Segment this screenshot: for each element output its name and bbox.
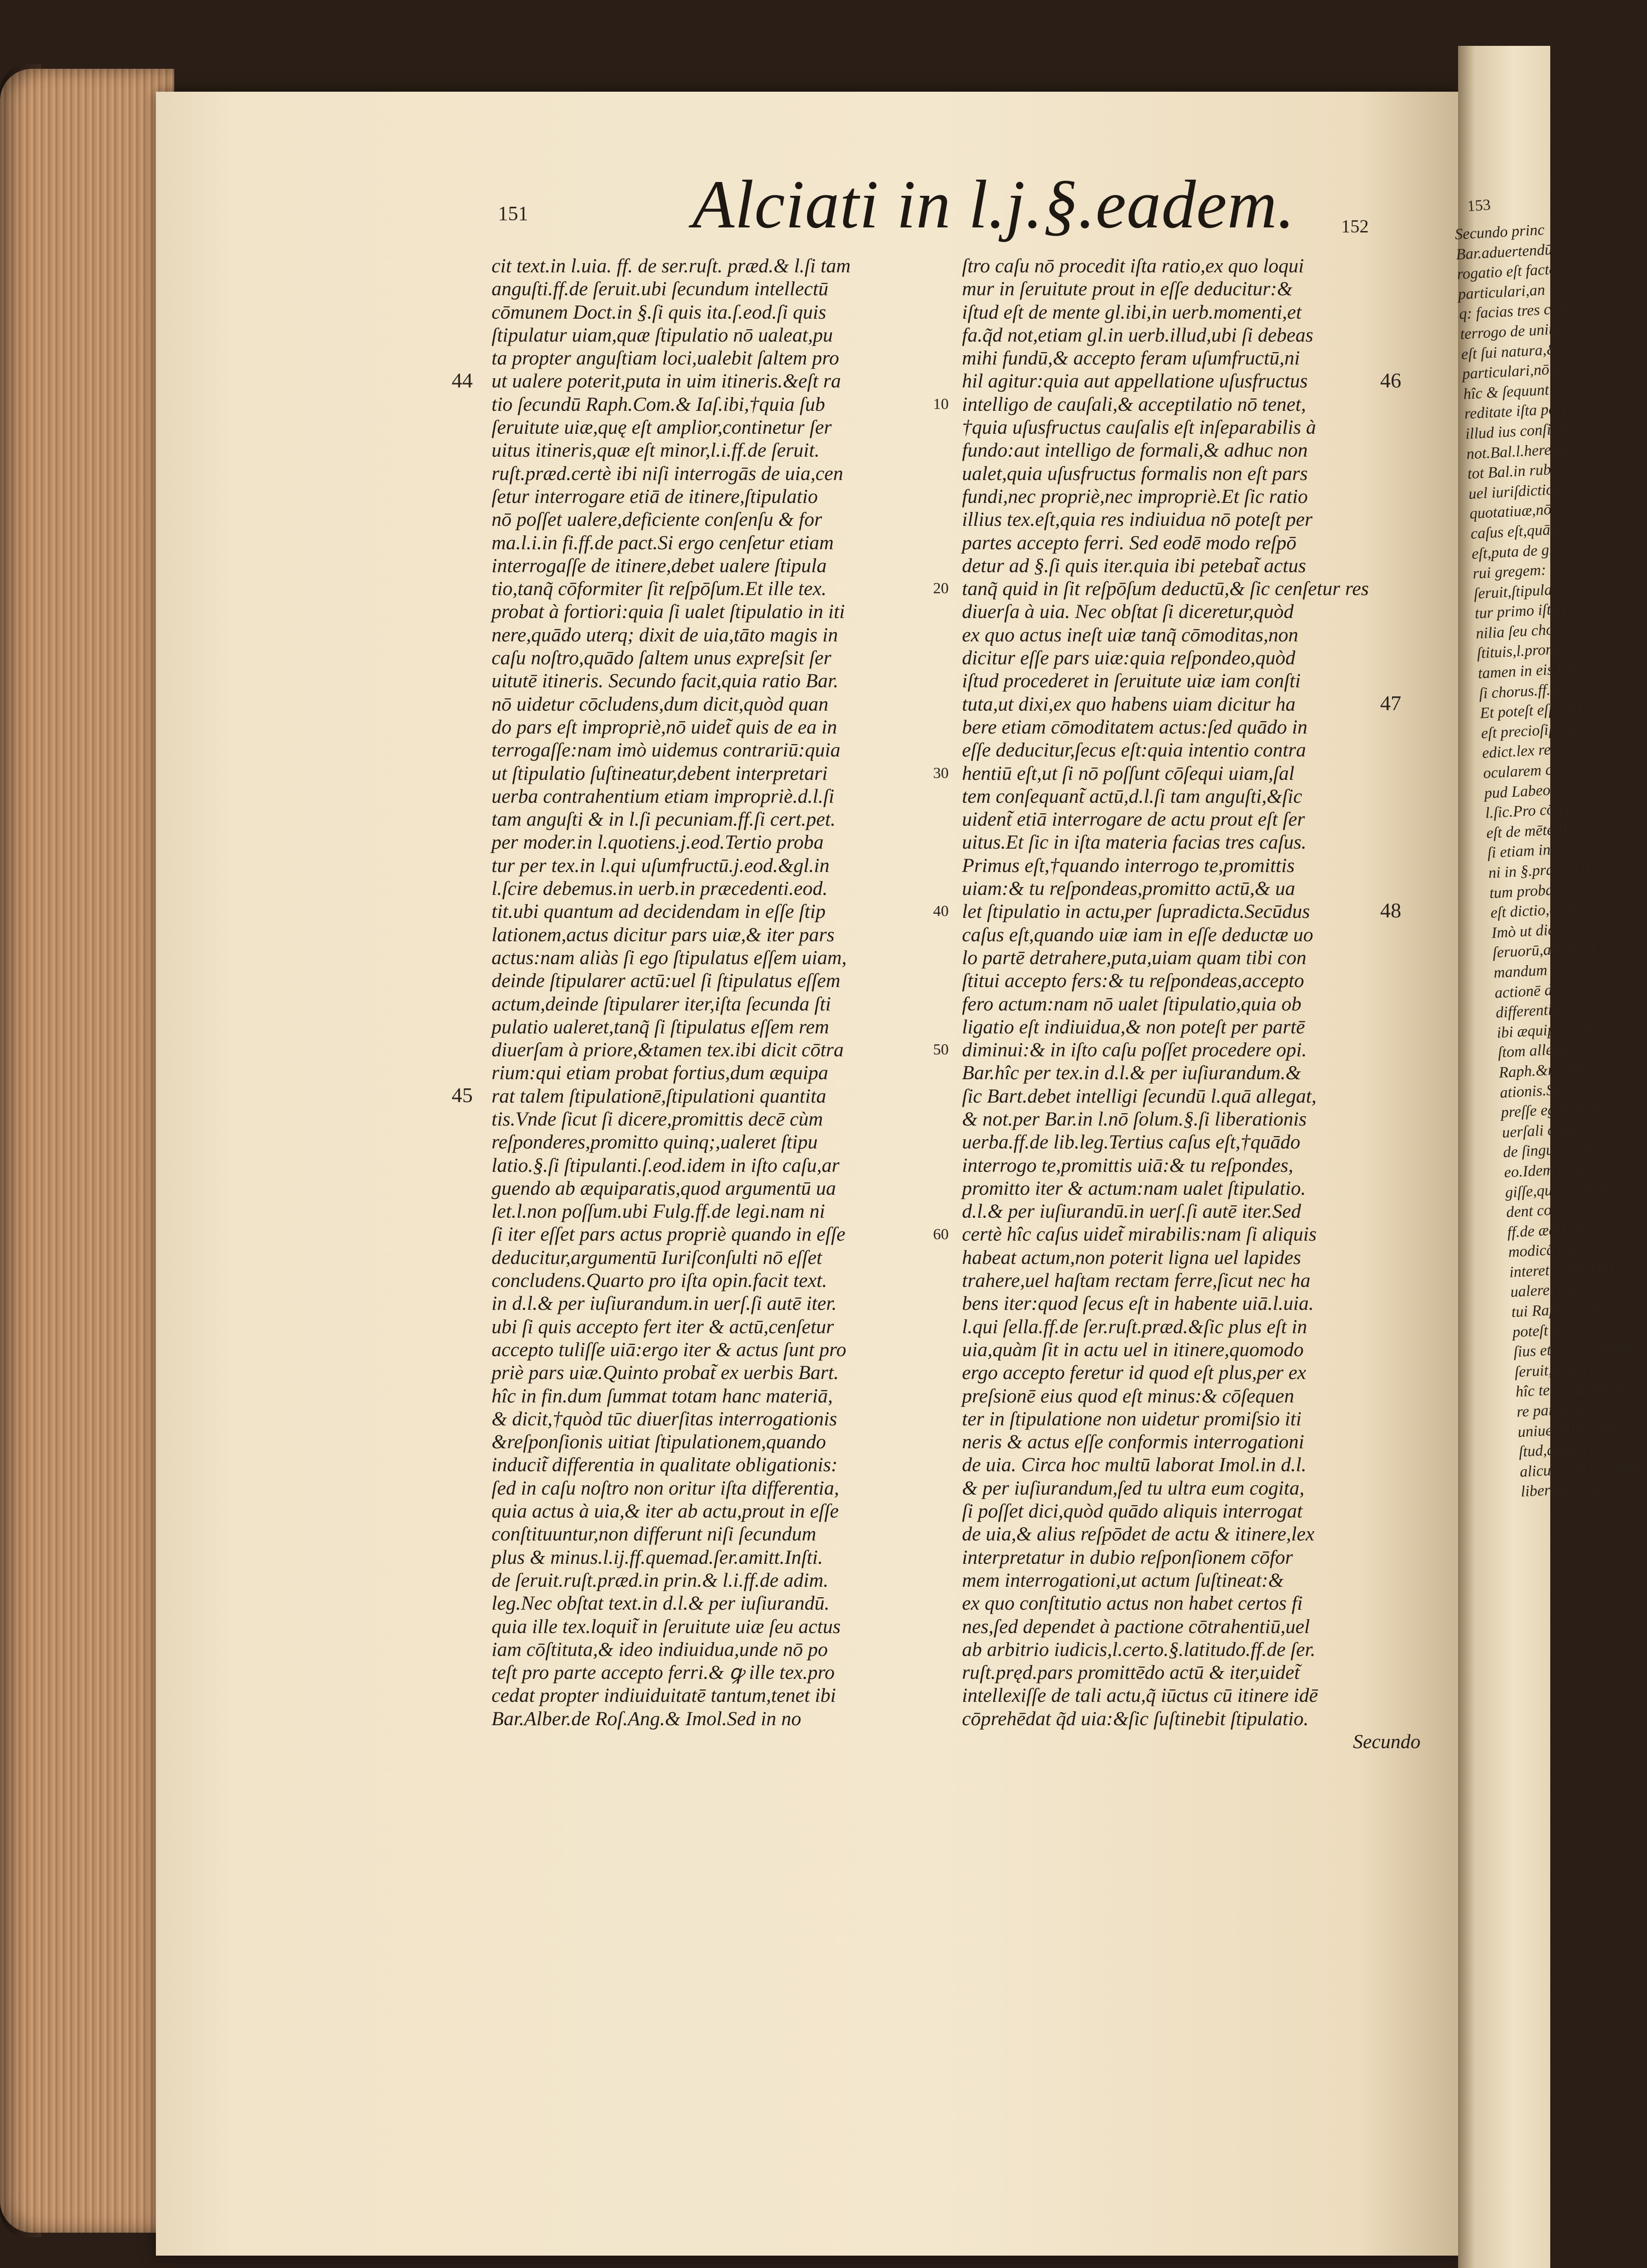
right-column-line: uia,quàm ſit in actu uel in itinere,quomodo (962, 1338, 1304, 1361)
left-column-line: quia ille tex.loquit̃ in ſeruitute uiæ ſeu actus (492, 1615, 841, 1638)
facing-page-line: ualeret ſtipulatio. (1510, 1278, 1619, 1301)
right-column-line: preſsionē eius quod eſt minus:& cōſequen (962, 1385, 1294, 1407)
right-column-line: fundi,nec propriè,nec impropriè.Et ſic ratio (962, 485, 1308, 508)
facing-page-line: q: facias tres caſus. (1459, 299, 1581, 323)
left-column-line: de ſeruit.ruſt.præd.in prin.& l.i.ff.de adim. (492, 1569, 829, 1591)
facing-page-line: tum probare pr (1489, 879, 1584, 902)
facing-page-line: uerſali cenſeretu (1501, 1119, 1605, 1141)
facing-page-line: ſi etiam in choro (1487, 839, 1591, 862)
left-column-line: plus & minus.l.ij.ff.quemad.ſer.amitt.Inſti. (492, 1546, 823, 1568)
left-column-line: quia actus à uia,& iter ab actu,prout in eſſe (492, 1500, 839, 1523)
facing-page-line: edict.lex reputa (1481, 739, 1579, 762)
facing-page-line: not.Bal.l.hereditas. (1466, 439, 1586, 463)
facing-page-line: eo.Idem ſi tacite (1503, 1159, 1606, 1181)
page-edges (0, 69, 174, 2233)
left-text-column (492, 254, 950, 1730)
right-column-line: detur ad §.ſi quis iter.quia ibi petebat̃ actus (962, 554, 1306, 577)
paragraph-marker: 45 (452, 1083, 473, 1107)
right-column-line: ſtro caſu nō procedit iſta ratio,ex quo loqui (962, 255, 1304, 277)
left-column-line: terrogaſſe:nam imò uidemus contrariū:quia (492, 739, 840, 762)
left-column-line: nō uidetur cōcludens,dum dicit,quòd quan (492, 693, 829, 715)
left-column-line: pulatio ualeret,tanq̃ ſi ſtipulatus eſſem rem (492, 1015, 829, 1038)
right-column-line: dicitur eſſe pars uiæ:quia reſpondeo,quòd (962, 647, 1295, 669)
left-column-line: tam anguſti & in l.ſi pecuniam.ff.ſi cert.pet. (492, 808, 836, 831)
right-column-line: ter in ſtipulatione non uidetur promiſsio iti (962, 1407, 1302, 1430)
left-column-line: l.ſcire debemus.in uerb.in præcedenti.eod. (492, 877, 828, 900)
right-column-line: ſic Bart.debet intelligi ſecundū l.quā allegat, (962, 1085, 1317, 1107)
left-column-line: ut ſtipulatio ſuſtineatur,debent interpretari (492, 762, 828, 784)
right-column-line: bere etiam cōmoditatem actus:ſed quādo in (962, 716, 1308, 738)
facing-page-line: quotatiuæ,nō au (1469, 500, 1571, 523)
facing-page-line: illud ius conſiſtit (1465, 420, 1569, 443)
right-column-line: d.l.& per iuſiurandū.in uerſ.ſi autē iter.Sed (962, 1200, 1301, 1223)
facing-page-line: preſſe egiſſent u (1500, 1099, 1600, 1121)
facing-page-line: tui Raph.Co.& (1511, 1299, 1603, 1321)
right-column-line: diuerſa à uia. Nec obſtat ſi diceretur,quòd (962, 601, 1294, 623)
right-column-line: †quia uſusfructus cauſalis eſt inſeparabilis à (962, 416, 1316, 439)
facing-page-line: ni in §.præced,d. (1488, 859, 1594, 882)
facing-page-line: reditate iſta parti (1464, 400, 1572, 423)
left-column-line: actum,deinde ſtipularer iter,iſta ſecunda ſti (492, 993, 831, 1015)
right-column-line: interpretatur in dubio reſponſionem cōfor (962, 1546, 1293, 1568)
right-column-line: iſtud procederet in ſeruitute uiæ iam conſti (962, 670, 1301, 692)
facing-page-folio: 153 (1466, 196, 1492, 215)
facing-page-line: alicuiuſ de rei uend (1519, 1457, 1641, 1481)
facing-page-line: particulari,nō ua (1462, 360, 1570, 383)
right-column-line: l.qui ſella.ff.de ſer.ruſt.præd.&ſic plus eſt in (962, 1315, 1307, 1338)
right-column-line: certè hîc caſus uidet̃ mirabilis:nam ſi aliquis (962, 1223, 1317, 1246)
left-column-line: & dicit,†quòd tūc diuerſitas interrogationis (492, 1407, 837, 1430)
right-column-line: intellexiſſe de tali actu,q̃ iūctus cū itinere idē (962, 1684, 1318, 1707)
facing-page-line: Bar.aduertendū (1455, 241, 1553, 263)
left-column-line: deducitur,argumentū Iuriſconſulti nō eſſet (492, 1246, 822, 1269)
page-title: Alciati in l.j.§.eadem. (692, 166, 1295, 243)
facing-page-line: pud Labeonē,u (1484, 780, 1577, 802)
left-column-line: anguſti.ff.de ſeruit.ubi ſecundum intellectū (492, 278, 829, 300)
left-column-line: let.l.non poſſum.ubi Fulg.ff.de legi.nam ni (492, 1200, 825, 1223)
left-column-line: actus:nam aliàs ſi ego ſtipulatus eſſem uiam, (492, 946, 847, 969)
facing-page-line: mandum libellu (1493, 959, 1592, 982)
facing-page-line: caſus eſt,quādo (1470, 520, 1566, 542)
left-column-line: ſed in caſu noſtro non oritur iſta differentia, (492, 1477, 840, 1499)
facing-page-line: particulari,an (1458, 281, 1546, 303)
facing-page-line: rui gregem: (1472, 561, 1547, 583)
left-column-line: tio ſecundū Raph.Com.& Iaſ.ibi,†quia ſub (492, 393, 825, 415)
left-column-line: accepto tuliſſe uiā:ergo iter & actus ſunt pro (492, 1338, 846, 1361)
right-column-line: de uia,& alius reſpōdet de actu & itinere,lex (962, 1523, 1315, 1545)
left-column-line: nere,quādo uterq; dixit de uia,tāto magis in (492, 624, 838, 646)
right-column-line: ſi poſſet dici,quòd quādo aliquis interrogat (962, 1500, 1303, 1523)
folio-left: 151 (498, 202, 528, 225)
right-text-column (962, 254, 1420, 1753)
facing-page-line: Raph.&moder. (1498, 1060, 1590, 1082)
left-column-line: tio,tanq̃ cōformiter ſit reſpōſum.Et ille tex. (492, 578, 827, 600)
right-column-line: fero actum:nam nō ualet ſtipulatio,quia ob (962, 993, 1302, 1015)
right-column-line: ualet,quia uſusfructus formalis non eſt pars (962, 462, 1308, 485)
right-column-line: & not.per Bar.in l.nō ſolum.§.ſi liberationis (962, 1108, 1307, 1130)
right-column-line: uident̃ etiā interrogare de actu prout eſt ſer (962, 808, 1305, 831)
facing-page-line: ſtituis,l.pronūcia (1476, 640, 1581, 662)
facing-page-line: terrogo de uniue (1459, 320, 1564, 343)
right-column-line: & per iuſiurandum,ſed tu ultra eum cogita, (962, 1477, 1304, 1499)
left-column-line: rat talem ſtipulationē,ſtipulationi quantita (492, 1085, 826, 1107)
left-column-line: tit.ubi quantum ad decidendam in eſſe ſtip (492, 900, 826, 923)
facing-page-line: ſtom allegat l. (1497, 1039, 1586, 1061)
facing-page-line: ocularem confid (1482, 759, 1585, 782)
line-number: 40 (933, 903, 949, 920)
right-column-line: caſus eſt,quando uiæ iam in eſſe deductæ uo (962, 923, 1313, 946)
right-column-line: ligatio eſt indiuidua,& non poteſt per partē (962, 1015, 1305, 1038)
left-column-line: lationem,actus dicitur pars uiæ,& iter pars (492, 923, 835, 946)
left-column-line: ruſt.præd.certè ibi niſi interrogās de uia,cen (492, 462, 843, 485)
left-column-line: uerba contrahentium etiam impropriè.d.l.ſi (492, 785, 835, 807)
left-column-line: probat à fortiori:quia ſi ualet ſtipulatio in iti (492, 601, 845, 623)
facing-page-line: ſi chorus.ff.de le (1478, 679, 1581, 702)
facing-page-line: ſius etiam in uniuerſ (1513, 1337, 1640, 1361)
left-column-line: diuerſam à priore,&tamen tex.ibi dicit cōtra (492, 1039, 844, 1061)
right-column-line: Primus eſt,†quando interrogo te,promittis (962, 854, 1295, 877)
facing-page-line: rogatio eſt facta c (1456, 260, 1568, 283)
facing-page-line: eſt dictio,quaſi, (1490, 899, 1586, 922)
facing-page-line: nilia ſeu choro: (1475, 620, 1573, 642)
left-column-line: caſu noſtro,quādo ſaltem unus expreſsit ſer (492, 647, 832, 669)
left-column-line: in d.l.& per iuſiurandum.in uerſ.ſi autē iter. (492, 1292, 837, 1315)
facing-page-line: ſeruit,ut peculiū (1514, 1358, 1615, 1381)
paragraph-marker: 48 (1380, 899, 1401, 922)
facing-page-line: poteſt trahi ad (1512, 1319, 1602, 1341)
right-column-line: ruſt.pręd.pars promittēdo actū & iter,uidet̃ (962, 1661, 1300, 1684)
left-column-line: uitus itineris,quæ eſt minor,l.i.ff.de ſeruit. (492, 439, 820, 462)
right-column-line: habeat actum,non poterit ligna uel lapides (962, 1246, 1301, 1269)
facing-page-line: uniuerſaliter,ſed (1517, 1418, 1618, 1440)
right-column-line: tem conſequant̃ actū,d.l.ſi tam anguſti,&ſic (962, 785, 1302, 807)
facing-page-line: Imò ut dicit ibi (1491, 920, 1584, 942)
facing-page-line: uel iuriſdictione (1468, 480, 1569, 502)
left-column-line: interrogaſſe de itinere,debet ualere ſtipula (492, 554, 827, 577)
right-column-line: de uia. Circa hoc multū laborat Imol.in d.l. (962, 1454, 1307, 1476)
facing-page-line: l.ſic.Pro cōtrari (1485, 800, 1584, 822)
right-column-line: mihi fundū,& accepto feram uſumfructū,ni (962, 347, 1300, 370)
facing-page-line: ff.de ædil.edict. (1507, 1219, 1604, 1241)
left-column-line: tur per tex.in l.qui uſumfructū.j.eod.&gl.in (492, 854, 830, 877)
left-column-line: ſi iter eſſet pars actus propriè quando in eſſe (492, 1223, 846, 1246)
left-column-line: reſponderes,promitto quinq;,ualeret ſtipu (492, 1131, 818, 1153)
facing-page-line: ſeruorū,aliud ſin (1492, 939, 1596, 962)
facing-page-line: giſſe,quādo aliàs (1504, 1178, 1610, 1201)
right-column-line: fa.q̃d not,etiam gl.in uerb.illud,ubi ſi debeas (962, 324, 1314, 346)
left-column-line: concludens.Quarto pro iſta opin.facit text. (492, 1269, 827, 1292)
facing-page-line: dent contractum (1505, 1198, 1608, 1221)
facing-page-line: ationis.Secund (1499, 1079, 1592, 1101)
right-column-line: tanq̃ quid in ſit reſpōſum deductū,& ſic cenſetur res (962, 578, 1369, 600)
left-column-line: latio.§.ſi ſtipulanti.ſ.eod.idem in iſto caſu,ar (492, 1154, 840, 1176)
facing-page-line: Secundo princ (1454, 221, 1545, 243)
left-column-line: &reſponſionis uitiat ſtipulationem,quando (492, 1431, 826, 1453)
left-column-line: deinde ſtipularer actū:uel ſi ſtipulatus eſſem (492, 970, 840, 992)
paragraph-marker: 46 (1380, 368, 1401, 392)
line-number: 10 (933, 395, 949, 413)
facing-page-line: eſt,puta de grege (1471, 540, 1577, 563)
right-column-line: intelligo de cauſali,& acceptilatio nō tenet, (962, 393, 1306, 415)
facing-page-line: de ſingulis,arg. (1503, 1139, 1598, 1161)
right-column-line: fundo:aut intelligo de formali,& adhuc non (962, 439, 1308, 462)
facing-page-line: ſtud,quādo alia (1518, 1438, 1614, 1461)
right-column-line: partes accepto ferri. Sed eodē modo reſpō (962, 531, 1297, 554)
left-column-line: ſeruitute uiæ,quę eſt amplior,continetur ſer (492, 416, 832, 439)
left-column-line: inducit̃ differentia in qualitate obligationis: (492, 1454, 838, 1476)
facing-page-line: re particulari,ex (1516, 1398, 1619, 1421)
facing-page-line: Et poteſt eſſe rat (1479, 700, 1582, 722)
left-column-line: per moder.in l.quotiens.j.eod.Tertio proba (492, 831, 824, 854)
right-column-line: uiam:& tu reſpondeas,promitto actū,& ua (962, 877, 1295, 900)
right-column-line: Secundo (1353, 1731, 1420, 1753)
left-column-line: ma.l.i.in fi.ff.de pact.Si ergo cenſetur etiam (492, 531, 834, 554)
facing-page-line: differentiam in (1495, 999, 1588, 1021)
folio-right: 152 (1341, 216, 1369, 237)
left-column-line: ut ualere poterit,puta in uim itineris.&eſt ra (492, 370, 841, 392)
left-column-line: ta propter anguſtiam loci,ualebit ſaltem pro (492, 347, 839, 370)
left-column-line: tis.Vnde ſicut ſi dicere,promittis decē cùm (492, 1108, 823, 1130)
left-column-line: leg.Nec obſtat text.in d.l.& per iuſiurandū. (492, 1592, 829, 1615)
right-column-line: hentiū eſt,ut ſi nō poſſunt cōſequi uiam,ſal (962, 762, 1294, 784)
left-column-line: guendo ab æquiparatis,quod argumentū ua (492, 1177, 836, 1199)
facing-page-line: hîc tenet ꝙ ualeb (1515, 1378, 1624, 1401)
right-column-line: lo partē detrahere,puta,uiam quam tibi con (962, 946, 1307, 969)
facing-page-line: eſt ſui natura,& (1460, 341, 1559, 363)
facing-page-line: ibi æquiparauit (1496, 1019, 1594, 1042)
right-column-line: mur in ſeruitute prout in eſſe deducitur:& (962, 278, 1293, 300)
left-column-line: ubi ſi quis accepto fert iter & actū,cenſetur (492, 1315, 834, 1338)
line-number: 30 (933, 764, 949, 782)
facing-page-line: hîc & ſequunt al (1463, 380, 1565, 403)
right-column-line: illius tex.eſt,quia res indiuidua nō poteſt per (962, 508, 1313, 531)
left-column-line: iam cōſtituta,& ideo indiuidua,unde nō po (492, 1638, 828, 1661)
right-column-line: promitto iter & actum:nam ualet ſtipulatio. (962, 1177, 1306, 1199)
facing-page-line: modicâ familiā, (1508, 1239, 1607, 1261)
left-column-line: Bar.Alber.de Roſ.Ang.& Imol.Sed in no (492, 1707, 801, 1730)
right-column-line: eſſe deducitur,ſecus eſt:quia intentio contra (962, 739, 1306, 762)
right-column-line: uitus.Et ſic in iſta materia facias tres caſus. (962, 831, 1307, 854)
left-column-line: conſtituuntur,non differunt niſi ſecundum (492, 1523, 817, 1545)
right-column-line: ergo accepto feretur id quod eſt plus,per ex (962, 1362, 1306, 1384)
right-column-line: ex quo actus ineſt uiæ tanq̃ cōmoditas,non (962, 624, 1299, 646)
facing-page-line: tur primo iſta co (1474, 600, 1578, 623)
left-column-line: rium:qui etiam probat fortius,dum æquipa (492, 1062, 829, 1084)
right-column-line: hil agitur:quia aut appellatione uſusfructus (962, 370, 1308, 392)
right-column-line: trahere,uel haſtam rectam ferre,ſicut nec ha (962, 1269, 1310, 1292)
left-column-line: hîc in fin.dum ſummat totam hanc materiā, (492, 1385, 833, 1407)
facing-page-line: eſt precioſiſsima (1481, 719, 1583, 742)
left-column-line: uitutē itineris. Secundo facit,quia ratio Bar. (492, 670, 839, 692)
right-column-line: mem interrogationi,ut actum ſuſtineat:& (962, 1569, 1284, 1591)
right-column-line: nes,ſed dependet à pactione cōtrahentiū,uel (962, 1615, 1310, 1638)
right-column-line: ex quo conſtitutio actus non habet certos fi (962, 1592, 1303, 1615)
left-column-line: do pars eſt impropriè,nō uidet̃ quis de ea in (492, 716, 837, 738)
facing-page-line: ſeruit,ſtipulatio. (1473, 580, 1573, 602)
facing-page-line: liberatæ in peculi (1520, 1478, 1631, 1501)
paragraph-marker: 44 (452, 368, 473, 392)
right-column-line: let ſtipulatio in actu,per ſupradicta.Secūdus (962, 900, 1310, 923)
right-column-line: diminui:& in iſto caſu poſſet procedere opi. (962, 1039, 1307, 1061)
paragraph-marker: 47 (1380, 691, 1401, 715)
left-column-line: nō poſſet ualere,deficiente conſenſu & for (492, 508, 822, 531)
right-column-line: tuta,ut dixi,ex quo habens uiam dicitur ha (962, 693, 1296, 715)
left-column-line: teſt pro parte accepto ferri.& ꝙ ille tex.pro (492, 1661, 835, 1684)
right-column-line: cōprehēdat q̃d uia:&ſic ſuſtinebit ſtipulatio. (962, 1707, 1309, 1730)
right-column-line: interrogo te,promittis uiā:& tu reſpondes, (962, 1154, 1293, 1176)
left-column-line: cedat propter indiuiduitatē tantum,tenet ibi (492, 1684, 836, 1707)
right-column-line: ſtitui accepto fers:& tu reſpondeas,accepto (962, 970, 1304, 992)
facing-page-line: actionē de euicti (1494, 979, 1598, 1002)
line-number: 50 (933, 1041, 949, 1059)
left-column-line: priè pars uiæ.Quinto probat̃ ex uerbis Bart. (492, 1362, 839, 1384)
left-column-line: cōmunem Doct.in §.ſi quis ita.ſ.eod.ſi quis (492, 301, 826, 323)
facing-page-line: tot Bal.in rub.e (1467, 460, 1563, 483)
left-column-line: ſtipulatur uiam,quæ ſtipulatio nō ualeat,pu (492, 324, 833, 346)
right-column-line: ab arbitrio iudicis,l.certo.§.latitudo.ff.de ſer. (962, 1638, 1315, 1661)
right-column-line: iſtud eſt de mente gl.ibi,in uerb.momenti,et (962, 301, 1302, 323)
left-column-line: cit text.in l.uia. ff. de ser.ruſt. præd.& l.ſi tam (492, 255, 851, 277)
facing-page-line: eſt de mēte Bar. (1486, 819, 1584, 842)
right-column-line: Bar.hîc per tex.in d.l.& per iuſiurandum.& (962, 1062, 1301, 1084)
facing-page-line: tamen in eis ſing (1477, 659, 1582, 682)
right-column-line: neris & actus eſſe conformis interrogationi (962, 1431, 1304, 1453)
line-number: 60 (933, 1225, 949, 1243)
right-column-line: uerba.ff.de lib.leg.Tertius caſus eſt,†quādo (962, 1131, 1300, 1153)
left-column-line: ſetur interrogare etiā de itinere,ſtipulatio (492, 485, 818, 508)
facing-page-line: interet cōſiderafſ (1509, 1258, 1614, 1281)
line-number: 20 (933, 580, 949, 597)
right-column-line: bens iter:quod ſecus eſt in habente uiā.l.uia. (962, 1292, 1314, 1315)
